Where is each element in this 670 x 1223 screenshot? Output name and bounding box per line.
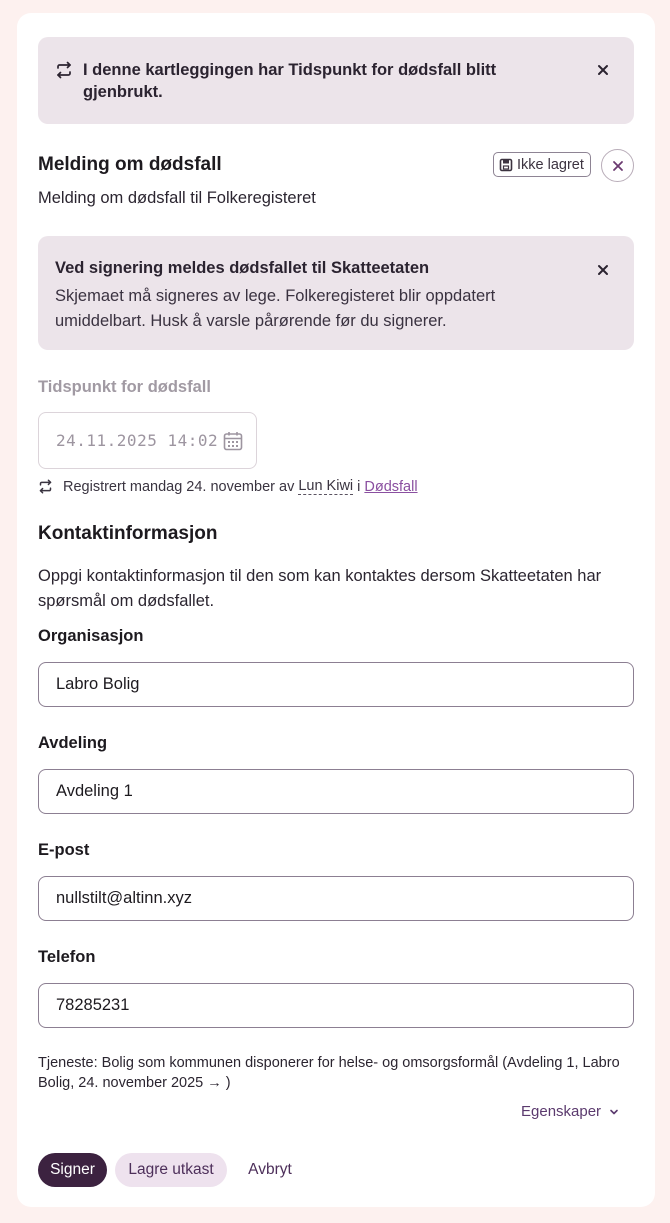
calendar-icon xyxy=(222,430,244,452)
phone-input[interactable] xyxy=(38,983,634,1028)
close-banner-icon[interactable] xyxy=(596,63,610,77)
page-title: Melding om dødsfall xyxy=(38,154,222,175)
organisation-input[interactable] xyxy=(38,662,634,707)
sign-button[interactable]: Signer xyxy=(38,1153,107,1187)
reuse-icon xyxy=(55,61,73,79)
department-label: Avdeling xyxy=(38,734,108,752)
save-status-badge xyxy=(493,152,591,177)
registered-in-link[interactable]: Dødsfall xyxy=(364,478,418,495)
time-of-death-field xyxy=(38,412,257,469)
email-label: E-post xyxy=(38,841,90,859)
chevron-down-icon xyxy=(609,1107,619,1117)
floppy-disk-icon xyxy=(499,158,513,172)
registered-prefix: Registrert mandag 24. november av xyxy=(63,478,295,495)
page-subtitle: Melding om dødsfall til Folkeregisteret xyxy=(38,189,316,207)
save-status-label: Ikke lagret xyxy=(517,156,584,173)
contact-section-title: Kontaktinformasjon xyxy=(38,523,218,544)
phone-label: Telefon xyxy=(38,948,96,966)
close-info-icon[interactable] xyxy=(596,263,610,277)
banner-message: I denne kartleggingen har Tidspunkt for dødsfall blitt gjenbrukt. xyxy=(83,61,497,101)
registration-info xyxy=(38,478,418,495)
contact-section-description: Oppgi kontaktinformasjon til den som kan kontaktes dersom Skatteetaten har spørsmål om dødsfallet. xyxy=(38,567,602,610)
properties-toggle[interactable] xyxy=(521,1103,619,1120)
department-input[interactable] xyxy=(38,769,634,814)
close-icon xyxy=(612,160,624,172)
time-of-death-label: Tidspunkt for dødsfall xyxy=(38,378,211,396)
save-draft-button[interactable]: Lagre utkast xyxy=(115,1153,227,1187)
registered-by-person[interactable]: Lun Kiwi xyxy=(298,478,354,494)
close-form-button[interactable] xyxy=(601,149,634,182)
service-description: Tjeneste: Bolig som kommunen disponerer for helse- og omsorgsformål (Avdeling 1, Labro Bolig, 24. november 2025 → ) xyxy=(38,1055,620,1091)
time-of-death-value: 24.11.2025 14:02 xyxy=(56,431,219,450)
form-card xyxy=(17,13,655,1207)
signing-info-box xyxy=(38,236,634,350)
info-title: Ved signering meldes dødsfallet til Skatteetaten xyxy=(55,259,430,277)
reuse-icon xyxy=(38,479,53,494)
info-body: Skjemaet må signeres av lege. Folkeregisteret blir oppdatert umiddelbart. Husk å varsle pårørende før du signerer. xyxy=(55,287,496,330)
email-input[interactable] xyxy=(38,876,634,921)
properties-label: Egenskaper xyxy=(521,1103,602,1120)
registered-in-word: i xyxy=(357,478,361,495)
reuse-banner xyxy=(38,37,634,124)
organisation-label: Organisasjon xyxy=(38,627,144,645)
cancel-button[interactable]: Avbryt xyxy=(239,1153,301,1187)
